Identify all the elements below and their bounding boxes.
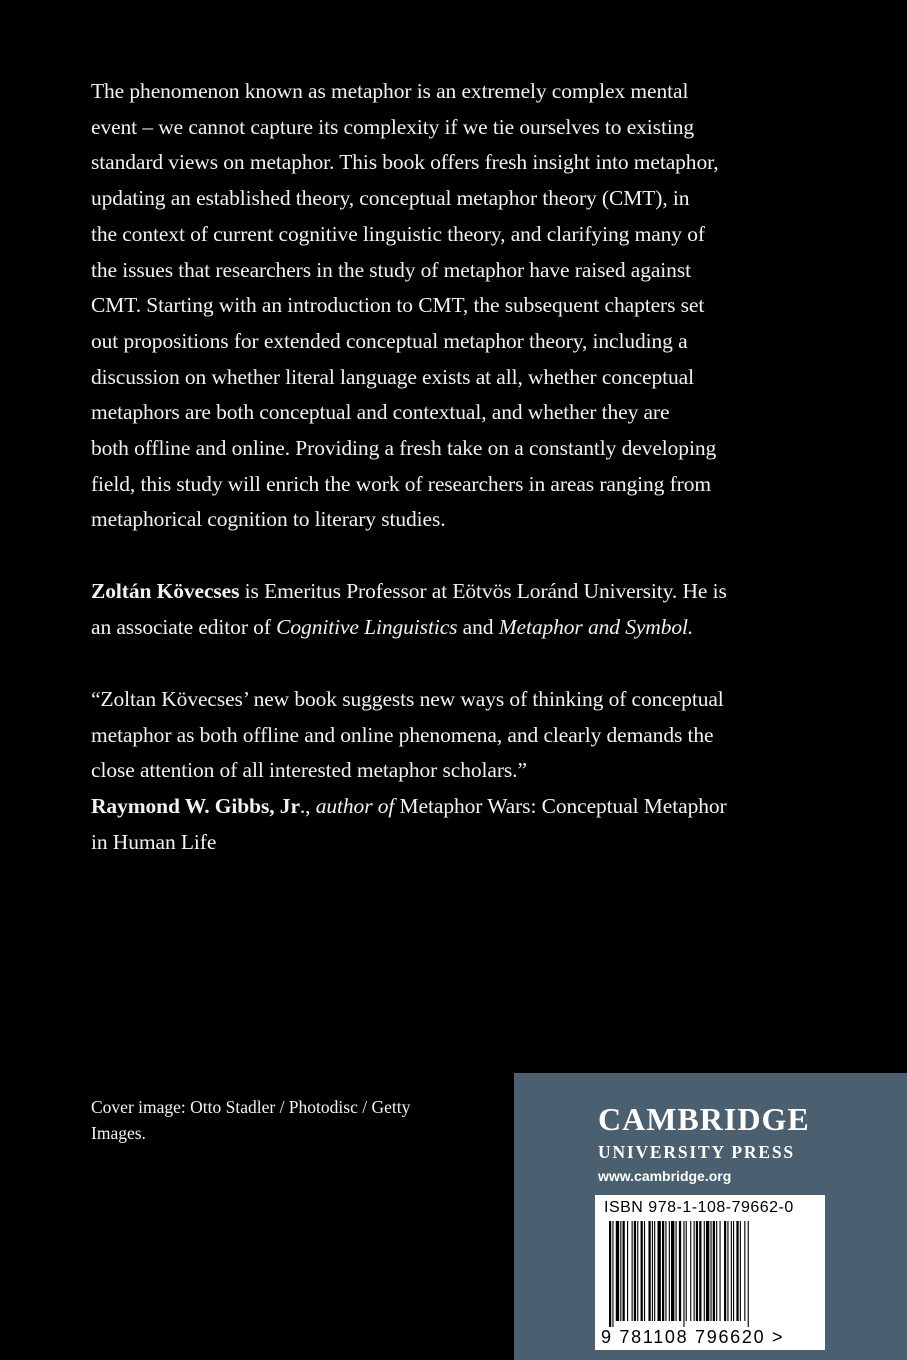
barcode-bar [634, 1221, 636, 1321]
barcode-bar [620, 1221, 621, 1321]
barcode-bar [609, 1221, 611, 1327]
barcode-bar [733, 1221, 734, 1321]
barcode-bar [748, 1221, 749, 1327]
cover-credit: Cover image: Otto Stadler / Photodisc / Getty Images. [91, 1097, 411, 1143]
barcode-bar [662, 1221, 664, 1321]
blurb-line: event – we cannot capture its complexity if we tie ourselves to existing [91, 114, 694, 139]
reviewed-book-title: Metaphor Wars: Conceptual Metaphor [394, 794, 727, 819]
barcode-bar [699, 1221, 701, 1321]
quote-line: “Zoltan Kövecses’ new book suggests new ways of thinking of conceptual [91, 687, 724, 711]
barcode-bar [710, 1221, 711, 1321]
barcode-bar [648, 1221, 650, 1321]
barcode-bars [609, 1221, 809, 1329]
publisher-panel [514, 1073, 907, 1360]
blurb-line: The phenomenon known as metaphor is an extremely complex mental [91, 79, 689, 103]
barcode-bar [686, 1221, 687, 1321]
journal-title-2: Metaphor and Symbol. [498, 614, 694, 639]
bio-line-2: an associate editor of Cognitive Linguistics and Metaphor and Symbol. [91, 614, 694, 639]
publisher-logo-name: CAMBRIDGE [598, 1101, 810, 1137]
barcode-bar [679, 1221, 681, 1321]
barcode-bar [744, 1221, 745, 1321]
blurb-line: metaphors are both conceptual and contextual, and whether they are [91, 400, 670, 425]
blurb-line: discussion on whether literal language exists at all, whether conceptual [91, 364, 694, 389]
barcode-bar [612, 1221, 613, 1327]
barcode-bar [716, 1221, 717, 1321]
barcode-bar [665, 1221, 666, 1321]
barcode-bar [731, 1221, 732, 1321]
barcode-bar [669, 1221, 670, 1321]
barcode-bar [690, 1221, 691, 1321]
blurb-line: standard views on metaphor. This book offers fresh insight into metaphor, [91, 150, 719, 175]
barcode-bar [694, 1221, 695, 1321]
blurb-text [91, 74, 781, 538]
barcode-bar [671, 1221, 674, 1321]
blurb-line: updating an established theory, conceptual metaphor theory (CMT), in [91, 186, 690, 211]
journal-title-1: Cognitive Linguistics [276, 614, 458, 639]
blurb-line: both offline and online. Providing a fresh take on a constantly developing [91, 436, 717, 461]
quote-line: close attention of all interested metaphor scholars.” [91, 758, 527, 783]
blurb-line: out propositions for extended conceptual metaphor theory, including a [91, 328, 688, 353]
publisher-url: www.cambridge.org [598, 1168, 732, 1184]
bio-line-1: Zoltán Kövecses is Emeritus Professor at Eötvös Loránd University. He is [91, 579, 727, 603]
reviewer-name: Raymond W. Gibbs, Jr [91, 794, 300, 819]
barcode-bar [736, 1221, 738, 1321]
barcode-bar [724, 1221, 726, 1321]
reviewer-line: Raymond W. Gibbs, Jr., author of Metaphor Wars: Conceptual Metaphor [91, 794, 727, 819]
barcode-bar [719, 1221, 720, 1321]
blurb-line: the issues that researchers in the study of metaphor have raised against [91, 257, 691, 282]
author-bio [91, 574, 781, 645]
barcode-bar [654, 1221, 655, 1321]
barcode-bar [683, 1221, 684, 1327]
barcode-bar [713, 1221, 715, 1321]
author-of-label: author of [315, 794, 395, 819]
barcode-bar [657, 1221, 660, 1321]
blurb-line: field, this study will enrich the work of researchers in areas ranging from [91, 471, 711, 496]
barcode-bar [706, 1221, 709, 1321]
barcode-bar [696, 1221, 698, 1321]
reviewed-book-title-cont: in Human Life [91, 829, 217, 854]
barcode [595, 1195, 825, 1350]
barcode-bar [644, 1221, 645, 1321]
barcode-bar [641, 1221, 643, 1321]
quote-line: metaphor as both offline and online phenomena, and clearly demands the [91, 722, 714, 747]
barcode-bar [623, 1221, 625, 1321]
blurb-line: the context of current cognitive linguistic theory, and clarifying many of [91, 221, 705, 246]
author-name: Zoltán Kövecses [91, 579, 240, 603]
barcode-bar [637, 1221, 638, 1321]
isbn-label: ISBN 978-1-108-79662-0 [604, 1199, 794, 1216]
barcode-bar [616, 1221, 619, 1321]
publisher-logo-subtitle: UNIVERSITY PRESS [598, 1142, 795, 1162]
barcode-bar [740, 1221, 741, 1321]
barcode-bar [627, 1221, 628, 1321]
barcode-bar [632, 1221, 633, 1321]
barcode-digits: 9 781108 796620 > [601, 1327, 785, 1347]
blurb-line: CMT. Starting with an introduction to CMT, the subsequent chapters set [91, 293, 705, 318]
barcode-bar [704, 1221, 705, 1321]
barcode-bar [652, 1221, 653, 1321]
barcode-bar [727, 1221, 728, 1321]
barcode-bar [676, 1221, 677, 1321]
review-quote [91, 682, 781, 861]
blurb-line: metaphorical cognition to literary studies. [91, 507, 446, 532]
